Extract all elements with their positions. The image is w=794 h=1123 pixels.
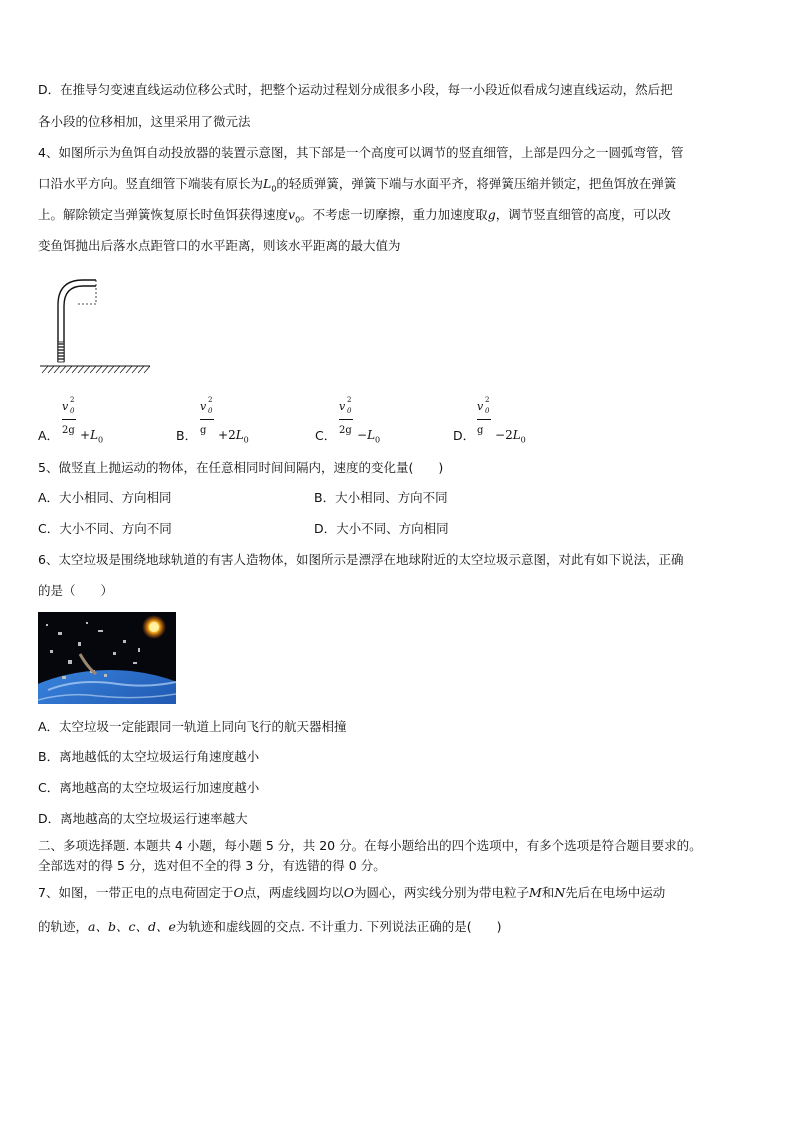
q7-o-symbol-2: O <box>343 885 354 900</box>
fraction-superscript: 2 <box>70 396 75 404</box>
fraction-denominator: g <box>477 425 484 436</box>
q4-line3-text-b: 。不考虑一切摩擦，重力加速度取 <box>300 207 488 222</box>
option-l-subscript: 0 <box>243 435 249 445</box>
q4-option-tail <box>357 428 380 444</box>
q7-stem-line2 <box>38 919 502 935</box>
option-sign: − <box>357 428 368 442</box>
q7-l2-text-a: 的轨迹， <box>38 919 89 934</box>
fraction-superscript: 2 <box>208 396 213 404</box>
q4-stem-line2 <box>38 176 676 198</box>
q4-v0-subscript: 0 <box>295 215 301 225</box>
q7-n-symbol: N <box>554 885 566 900</box>
fraction-subscript: 0 <box>208 407 213 415</box>
section2-instructions-line1: 二、多项选择题. 本题共 4 小题，每小题 5 分，共 20 分。在每小题给出的四个选项中，有多个选项是符合题目要求的。 <box>38 838 702 853</box>
q4-option-tail <box>218 428 249 444</box>
fraction-numerator: v <box>477 400 484 413</box>
q3-option-d-line2: 各小段的位移相加，这里采用了微元法 <box>38 114 251 129</box>
fish-bait-launcher-figure <box>38 270 153 378</box>
q5-option-b: B．大小相同、方向不同 <box>314 490 448 505</box>
q4-option-tail <box>80 428 103 444</box>
fraction-numerator: v <box>339 400 346 413</box>
q4-stem-line4: 变鱼饵抛出后落水点距管口的水平距离，则该水平距离的最大值为 <box>38 238 401 253</box>
q6-option-b: B．离地越低的太空垃圾运行角速度越小 <box>38 749 260 764</box>
q5-option-d: D．大小不同、方向相同 <box>314 521 449 536</box>
option-l-subscript: 0 <box>375 435 381 445</box>
q4-option-label: A． <box>38 428 60 443</box>
q7-l1-text-e: 先后在电场中运动 <box>565 885 666 900</box>
fraction-bar <box>477 419 491 420</box>
q5-option-c: C．大小不同、方向不同 <box>38 521 172 536</box>
q7-points: a、b、c、d、e <box>88 919 176 934</box>
option-l-subscript: 0 <box>520 435 526 445</box>
q6-option-d: D．离地越高的太空垃圾运行速率越大 <box>38 811 248 826</box>
q4-option-fraction <box>339 396 357 442</box>
q7-l2-text-b: 为轨迹和虚线圆的交点. 不计重力. 下列说法正确的是( ) <box>175 919 502 934</box>
q4-line3-text-c: ，调节竖直细管的高度，可以改 <box>495 207 671 222</box>
q4-option-label: D． <box>453 428 476 443</box>
q4-g-symbol: g <box>487 207 496 222</box>
option-coefficient: 2 <box>228 428 236 442</box>
q4-line2-text-b: 的轻质弹簧，弹簧下端与水面平齐，将弹簧压缩并锁定，把鱼饵放在弹簧 <box>276 176 677 191</box>
q4-stem-line1: 4、如图所示为鱼饵自动投放器的装置示意图，其下部是一个高度可以调节的竖直细管，上部是四分之一圆弧弯管，管 <box>38 145 684 160</box>
q7-l1-text-c: 为圆心，两实线分别为带电粒子 <box>353 885 529 900</box>
option-l-symbol: L <box>512 428 521 442</box>
q4-option-fraction <box>200 396 218 442</box>
option-coefficient: 2 <box>505 428 513 442</box>
q7-m-symbol: M <box>529 885 542 900</box>
fraction-subscript: 0 <box>347 407 352 415</box>
option-l-symbol: L <box>90 428 99 442</box>
q6-stem-line1: 6、太空垃圾是围绕地球轨道的有害人造物体，如图所示是漂浮在地球附近的太空垃圾示意图，对此有如下说法，正确 <box>38 552 684 567</box>
fraction-subscript: 0 <box>485 407 490 415</box>
fraction-bar <box>339 419 353 420</box>
q7-l1-text-b: 点，两虚线圆均以 <box>243 885 344 900</box>
fraction-superscript: 2 <box>347 396 352 404</box>
q4-option-fraction <box>477 396 495 442</box>
fraction-denominator: g <box>200 425 207 436</box>
q5-stem: 5、做竖直上抛运动的物体，在任意相同时间间隔内，速度的变化量( ) <box>38 460 444 475</box>
option-l-subscript: 0 <box>98 435 104 445</box>
fraction-denominator: 2g <box>339 425 352 436</box>
q7-l1-text-d: 和 <box>541 885 555 900</box>
q4-option-fraction <box>62 396 80 442</box>
space-debris-image <box>38 612 176 704</box>
q6-option-a: A．太空垃圾一定能跟同一轨道上同向飞行的航天器相撞 <box>38 719 347 734</box>
option-sign: − <box>495 428 506 442</box>
fraction-bar <box>200 419 214 420</box>
option-sign: + <box>80 428 91 442</box>
fraction-superscript: 2 <box>485 396 490 404</box>
fraction-denominator: 2g <box>62 425 75 436</box>
q4-option-label: B． <box>176 428 198 443</box>
q7-o-symbol-1: O <box>233 885 244 900</box>
option-l-symbol: L <box>235 428 244 442</box>
option-sign: + <box>218 428 229 442</box>
q3-option-d-line1: D．在推导匀变速直线运动位移公式时，把整个运动过程划分成很多小段，每一小段近似看成匀速直线运动，然后把 <box>38 82 673 97</box>
q7-stem-line1 <box>38 885 665 901</box>
q4-stem-line3 <box>38 207 671 229</box>
q4-l0-subscript: 0 <box>271 184 277 194</box>
q6-stem-line2: 的是（ ） <box>38 583 114 598</box>
q5-option-a: A．大小相同、方向相同 <box>38 490 172 505</box>
fraction-numerator: v <box>62 400 69 413</box>
q4-option-label: C． <box>315 428 337 443</box>
fraction-bar <box>62 419 76 420</box>
q6-option-c: C．离地越高的太空垃圾运行加速度越小 <box>38 780 260 795</box>
q4-line3-text-a: 上。解除锁定当弹簧恢复原长时鱼饵获得速度 <box>38 207 289 222</box>
q4-l0-symbol: L <box>263 176 272 191</box>
fraction-subscript: 0 <box>70 407 75 415</box>
q4-v0-symbol: v <box>288 207 296 222</box>
q4-line2-text-a: 口沿水平方向。竖直细管下端装有原长为 <box>38 176 264 191</box>
fraction-numerator: v <box>200 400 207 413</box>
section2-instructions-line2: 全部选对的得 5 分，选对但不全的得 3 分，有选错的得 0 分。 <box>38 858 386 873</box>
q4-option-tail <box>495 428 526 444</box>
q7-l1-text-a: 7、如图，一带正电的点电荷固定于 <box>38 885 234 900</box>
option-l-symbol: L <box>367 428 376 442</box>
